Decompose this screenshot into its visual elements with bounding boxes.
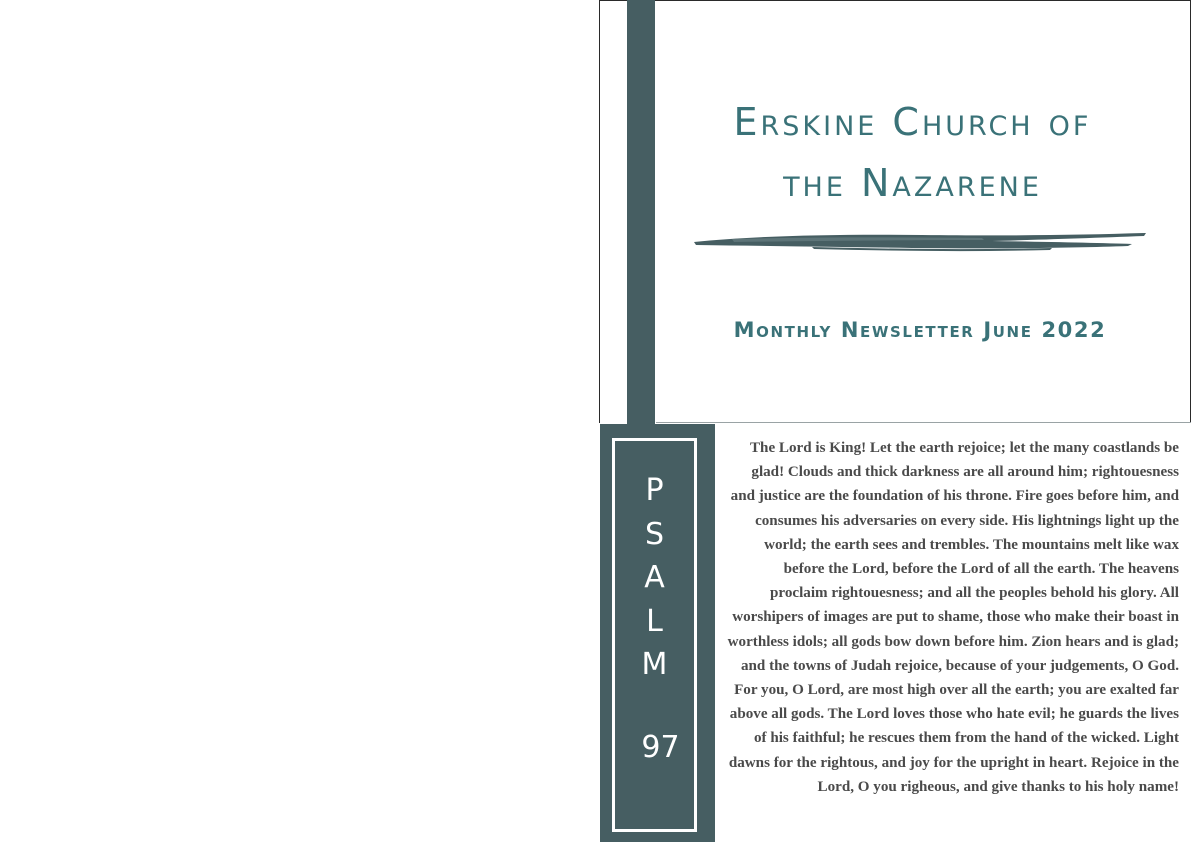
cover-border-left: [599, 0, 600, 423]
psalm-letter: L: [646, 603, 663, 639]
psalm-letter: P: [645, 473, 664, 508]
brush-stroke-divider: [692, 230, 1148, 252]
title-line-1: Erskine Church of: [733, 100, 1092, 144]
psalm-text: The Lord is King! Let the earth rejoice; let the many coastlands be glad! Clouds and thick darkness are all around him; rightouesness and justice are the foundation of his throne. Fire goes before him, and consumes his adversaries on every side. His lightnings light up the world; the earth sees and trembles. The mountains melt like wax before the Lord, before the Lord of all the earth. The heavens proclaim rightouesness; and all the peoples behold his glory. All worshipers of images are put to shame, those who make their boast in worthless idols; all gods bow down before him. Zion hears and is glad; and the towns of Judah rejoice, because of your judgements, O God. For you, O Lord, are most high over all the earth; you are exalted far above all gods. The Lord loves those who hate evil; he guards the lives of his faithful; he rescues them from the hand of the wicked. Light dawns for the rightous, and joy for the upright in heart. Rejoice in the Lord, O you righeous, and give thanks to his holy name!: [727, 440, 1179, 795]
psalm-number: 97: [641, 730, 680, 765]
psalm-letter: A: [644, 560, 665, 595]
cover-border-bottom: [656, 422, 1191, 423]
cover-border-top: [599, 0, 1191, 1]
church-title: [660, 92, 1165, 214]
psalm-letter: S: [644, 516, 665, 552]
psalm-vertical-label: [612, 469, 697, 687]
newsletter-subtitle: Monthly Newsletter June 2022: [733, 318, 1107, 342]
cover-vertical-bar: [627, 0, 655, 424]
psalm-letter: M: [641, 647, 668, 682]
title-line-2: the Nazarene: [783, 161, 1042, 205]
